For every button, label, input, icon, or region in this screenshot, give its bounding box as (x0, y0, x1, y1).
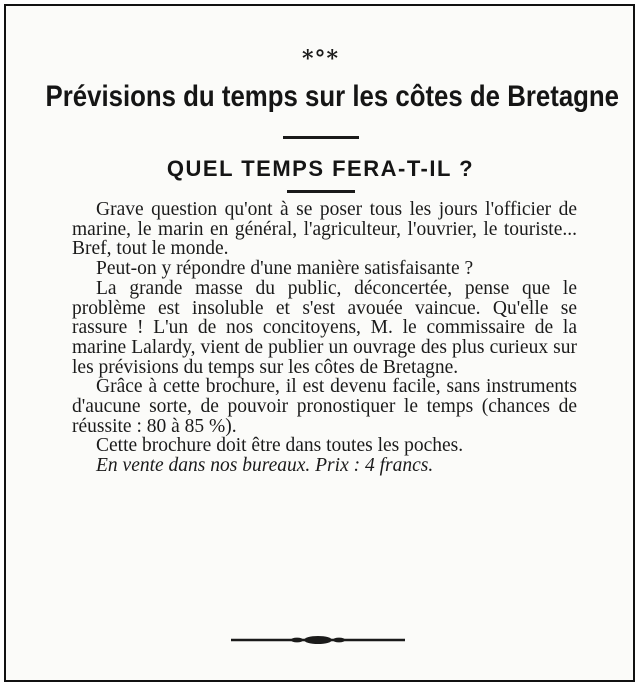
paragraph-text: Grâce à cette brochure, il est devenu facile, sans instruments d'aucune sorte, de pouvoir pronostiquer le temps (chances de réussite : 80 à 85 %). (72, 376, 577, 437)
paragraph-text: En vente dans nos bureaux. Prix : 4 francs. (96, 455, 434, 477)
paragraph-text: Cette brochure doit être dans toutes les poches. (96, 435, 464, 457)
article-title: Prévisions du temps sur les côtes de Bretagne (45, 80, 620, 113)
price-notice (72, 456, 577, 476)
end-ornament-rule (231, 634, 405, 646)
paragraph (72, 377, 577, 436)
paragraph (72, 259, 577, 279)
article-subtitle: QUEL TEMPS FERA-T-IL ? (166, 156, 475, 181)
subtitle-divider (287, 190, 355, 193)
paragraph-text: Peut-on y répondre d'une manière satisfaisante ? (96, 258, 474, 280)
article-body (72, 200, 577, 476)
paragraph (72, 200, 577, 259)
ornament-asterism: *°* (301, 46, 339, 72)
paragraph (72, 436, 577, 456)
paragraph-text: Grave question qu'ont à se poser tous les jours l'officier de marine, le marin en général, l'agriculteur, l'ouvrier, le touriste... Bref, tout le monde. (72, 199, 577, 260)
paragraph-text: La grande masse du public, déconcertée, pense que le problème est insoluble et s'est avouée vaincue. Qu'elle se rassure ! L'un de nos concitoyens, M. le commissaire de la marine Lalardy, vient de publier un ouvrage des plus curieux sur les prévisions du temps sur les côtes de Bretagne. (72, 277, 577, 378)
title-divider (283, 136, 359, 139)
paragraph (72, 279, 577, 378)
